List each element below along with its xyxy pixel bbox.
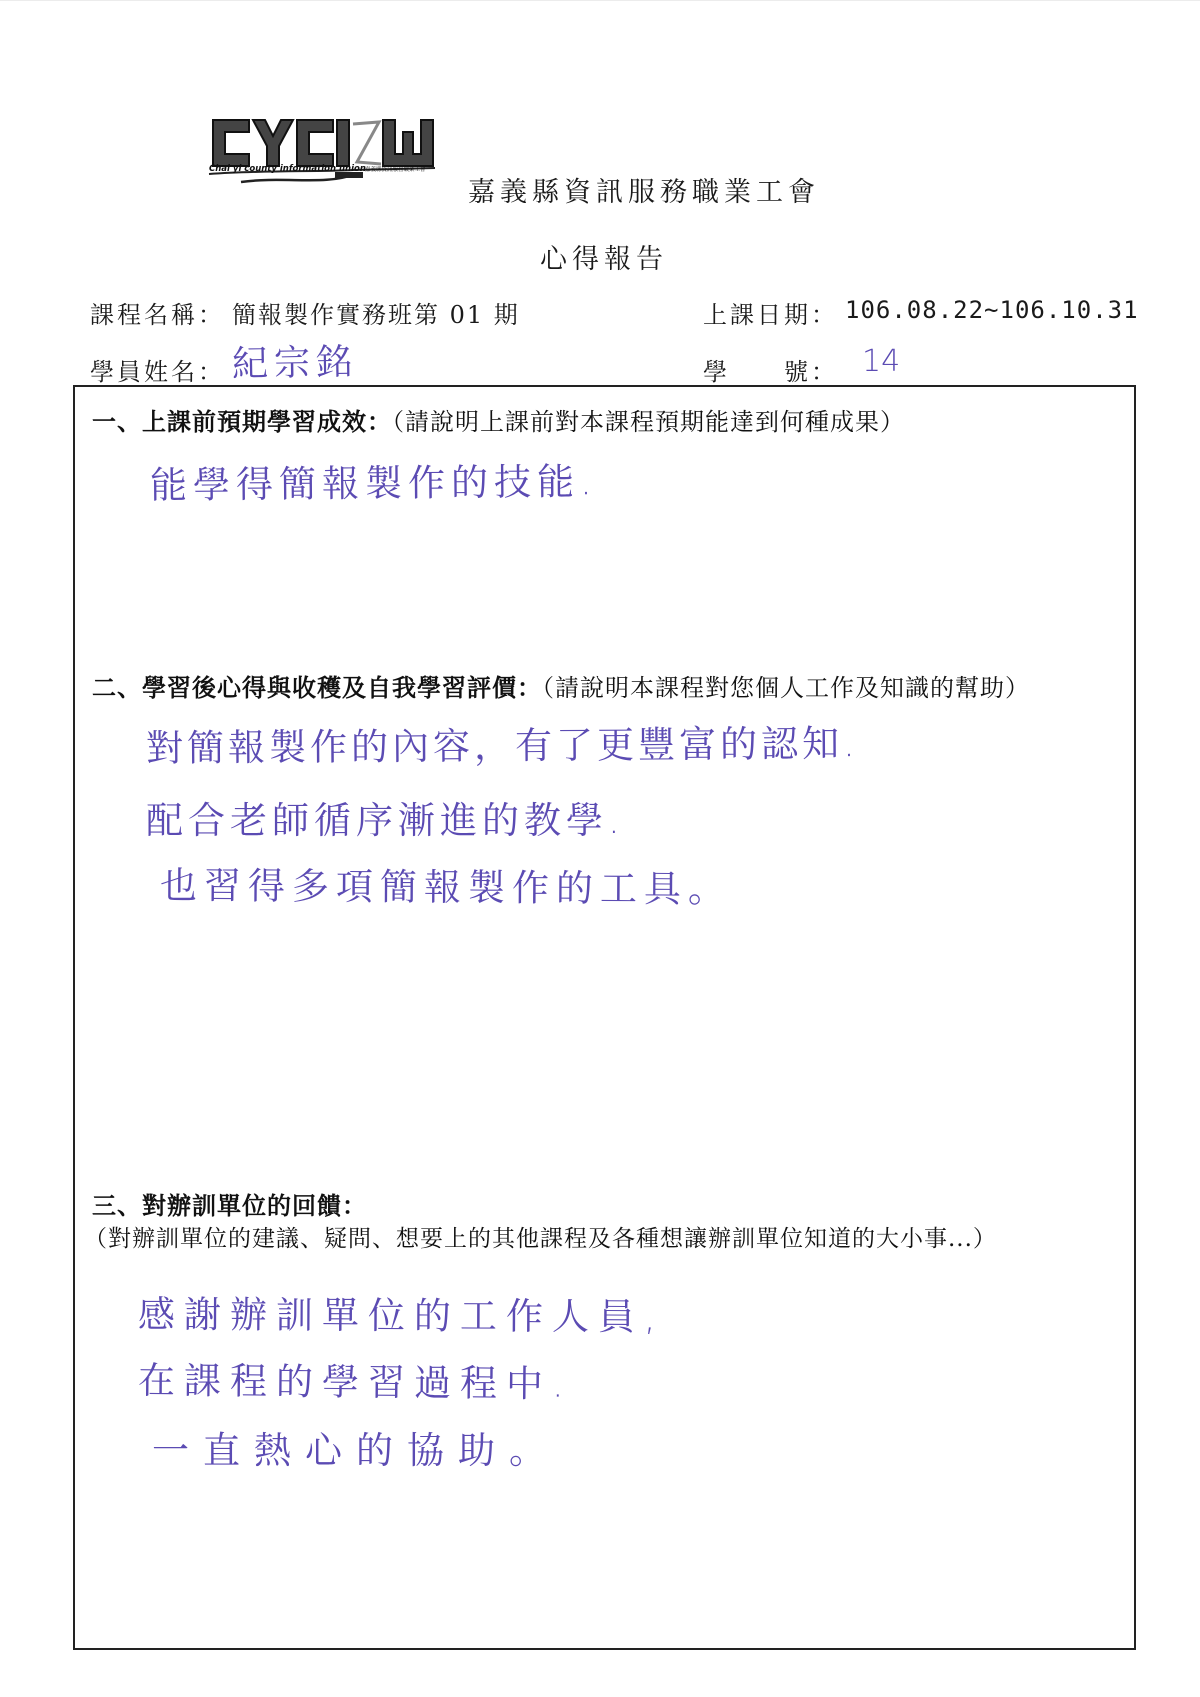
student-id-handwritten: 14 xyxy=(862,344,901,379)
logo-subtitle-text: Chai yi county information union xyxy=(209,164,366,174)
section-3-heading xyxy=(92,1186,367,1221)
section-2-note: （請說明本課程對您個人工作及知識的幫助） xyxy=(542,674,1030,702)
section-2-answer-2: 配合老師循序漸進的教學. xyxy=(146,799,625,842)
logo-subtitle-cn-text: 嘉義縣資訊服務職業工會 xyxy=(365,167,426,173)
section-2-answer-1: 對簡報製作的內容，有了更豐富的認知. xyxy=(145,722,859,770)
student-id-label: 學 號： xyxy=(703,358,838,386)
section-3-answer-3: 一直熱心的協助。 xyxy=(152,1429,560,1472)
organization-name: 嘉義縣資訊服務職業工會 xyxy=(468,177,820,208)
section-2-heading xyxy=(92,668,1030,703)
section-1-answer-1: 能學得簡報製作的技能. xyxy=(149,460,598,507)
report-title: 心得報告 xyxy=(540,244,668,275)
course-name-text: 簡報製作實務班第 01 期 xyxy=(232,301,520,329)
section-2-title: 二、學習後心得與收穫及自我學習評價： xyxy=(92,673,542,702)
section-3-answer-2: 在課程的學習過程中. xyxy=(137,1359,573,1406)
section-3-note: （對辦訓單位的建議、疑問、想要上的其他課程及各種想讓辦訓單位知道的大小事...） xyxy=(84,1226,997,1252)
class-date-label: 上課日期： xyxy=(703,301,838,329)
section-3-title: 三、對辦訓單位的回饋： xyxy=(92,1191,367,1220)
section-2-answer-3: 也習得多項簡報製作的工具。 xyxy=(159,864,733,911)
cycisw-logo xyxy=(205,112,455,197)
section-1-note: （請說明上課前對本課程預期能達到何種成果） xyxy=(392,408,905,436)
student-name-label: 學員姓名： xyxy=(90,358,225,386)
section-1-title: 一、上課前預期學習成效： xyxy=(92,407,392,436)
course-name-label: 課程名稱： xyxy=(90,301,225,329)
section-1-heading xyxy=(92,402,905,437)
course-name-value xyxy=(232,295,520,330)
section-3-answer-1: 感謝辦訓單位的工作人員, xyxy=(137,1293,665,1339)
class-date-value: 106.08.22~106.10.31 xyxy=(845,296,1139,324)
student-name-handwritten: 紀宗銘 xyxy=(231,341,359,385)
